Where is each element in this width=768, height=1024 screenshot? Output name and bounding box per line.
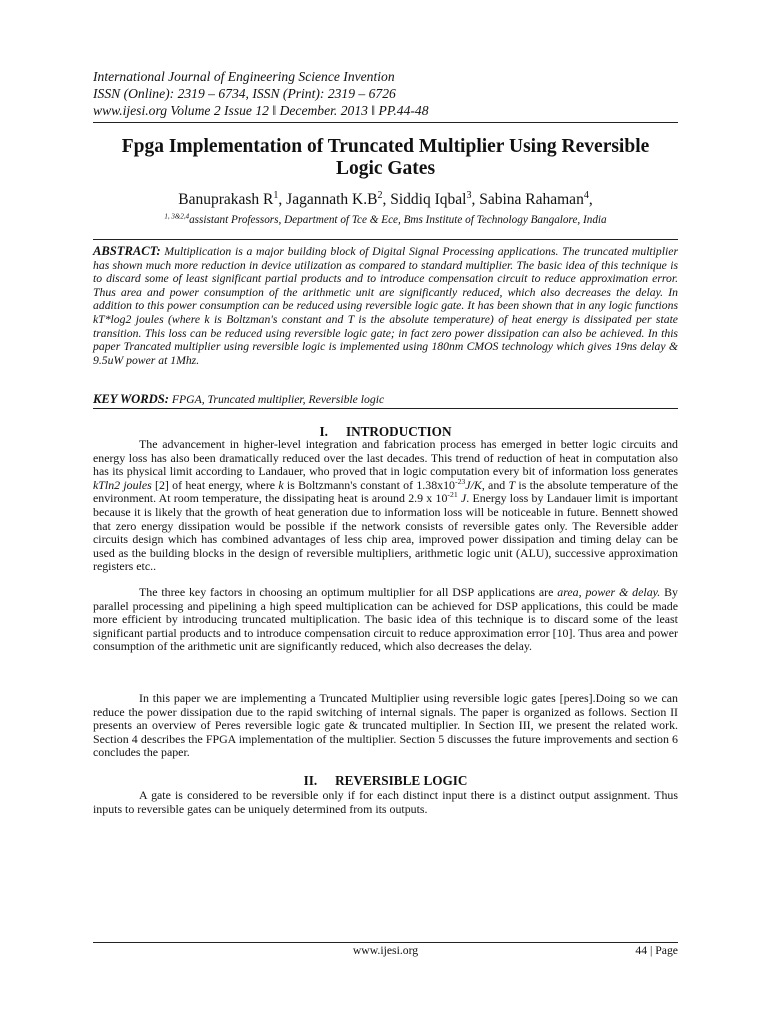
header-rule [93,122,678,123]
paragraph-text: , and [481,477,509,492]
paragraph-text: The advancement in higher-level integration and fabrication process has emerged in better logic circuits and energy loss has also been dramatically reduced over the last decades. This trend of reduction of heat in computation also has its physical limit according to Landauer, who proved that in logic computation every bit of information loss generates [93,437,678,479]
page-number: 44 | Page [635,944,678,957]
journal-issn: ISSN (Online): 2319 – 6734, ISSN (Print): 2319 – 6726 [93,86,396,101]
paragraph-text: [2] of heat energy, where [151,477,279,492]
author-name: Banuprakash R [178,191,274,208]
author-sup: 1 [273,189,279,201]
paragraph-text: By parallel processing and pipelining a high speed multiplication can be achieved for DSP applications, this could be made more efficient by introducing truncated multiplication. The basic idea of this technique is to discard some of the least significant partial products and to introduce compensation circuit to reduce approximation error [10]. Thus area and power consumption of the arithmetic unit are significantly reduced, which also decreases the delay. [93,585,678,654]
intro-paragraph-2 [93,586,678,654]
keywords-rule [93,408,678,409]
keywords-text: FPGA, Truncated multiplier, Reversible logic [171,393,385,406]
paragraph-text: . Energy loss by Landauer limit is important because it is likely that the growth of heat generation due to information loss will be noticeable in future. Bennett showed that zero energy dissipation would be possible if the network consists of reversible gates only. The Reversible adder circuits design which has combined advantages of less chip area, improved power dissipation and timing delay can be used as the building blocks in the design of reversible multipliers, arithmetic logic unit (ALU), successive approximation registers etc.. [93,491,678,574]
section-title: REVERSIBLE LOGIC [335,773,468,788]
author-name: Siddiq Iqbal [390,191,467,208]
exponent: -21 [447,490,458,500]
affiliation-sup: 1, 3&2,4 [164,212,190,221]
footer-url: www.ijesi.org [352,944,419,957]
paragraph-text: A gate is considered to be reversible only if for each distinct input there is a distinct output assignment. Thus inputs to reversible gates can be uniquely determined from its outputs. [93,788,678,816]
journal-header [93,68,683,119]
paragraph-text: In this paper we are implementing a Truncated Multiplier using reversible logic gates [peres].Doing so we can reduce the power dissipation due to the rapid switching of internal signals. The paper is organized as follows. Section II presents an overview of Peres reversible logic gate & truncated multiplier. In Section III, we present the related work. Section 4 describes the FPGA implementation of the multiplier. Section 5 discusses the future improvements and section 6 concludes the paper. [93,691,678,760]
title-line-2: Logic Gates [335,158,436,179]
journal-volume: www.ijesi.org Volume 2 Issue 12 ǁ December. 2013 ǁ PP.44-48 [93,103,429,118]
affiliation-text: assistant Professors, Department of Tce & Ece, Bms Institute of Technology Bangalore, India [189,214,607,226]
section-heading-reversible-logic [93,773,678,788]
author-list: Banuprakash $R^1$, Jagannath $K.B^2$, Siddiq Iqbal$^3$, Sabina Rahaman$^4$, [178,189,593,208]
paragraph-text: is Boltzmann's constant of 1.38x10 [283,477,455,492]
section-title: INTRODUCTION [345,424,452,439]
intro-paragraph-1 [93,438,678,574]
abstract [93,245,678,367]
journal-name: International Journal of Engineering Science Invention [93,69,395,84]
abstract-rule [93,239,678,240]
equation-ktln2: kTln2 joules [93,477,152,492]
reversible-paragraph-1 [93,789,678,816]
keywords [93,392,678,407]
paragraph-text: The three key factors in choosing an optimum multiplier for all DSP applications are [139,585,558,599]
symbol-t: T [508,477,516,492]
intro-paragraph-3 [93,692,678,760]
abstract-label: ABSTRACT: [93,244,161,258]
author-sup: 4 [583,189,589,201]
section-number: I. [319,424,328,439]
key-factors: area, power & delay. [557,585,661,599]
title-line-1: Fpga Implementation of Truncated Multiplier Using Reversible [121,136,650,157]
exponent: -23 [455,476,466,486]
keywords-label: KEY WORDS: [93,392,169,406]
affiliation [93,213,678,227]
author-sup: 3 [466,189,472,201]
author-name: Sabina Rahaman [479,191,584,208]
footer-rule [93,942,678,943]
abstract-text: Multiplication is a major building block of Digital Signal Processing applications. The truncated multiplier has shown much more reduction in device utilization as compared to standard multiplier. The basic idea of this technique is to discard some of least significant partial products and to introduce compensation circuit to reduce approximation error. Thus area and power consumption of the arithmetic unit are significantly reduced, which also decreases the delay. In addition to this power consumption can be reduced using reversible logic gate. It has been shown that in any logic functions kT*log2 joules (where k is Boltzman's constant and T is the absolute temperature) of heat energy is dissipated per state transition. This loss can be reduced using reversible logic gate; in fact zero power dissipation can also be achieved. In this paper Trancated multiplier using reversible logic is implemented using 180nm CMOS technology which gives 19ns delay & 9.5uW power at 1Mhz. [93,245,679,367]
paragraph-text: is the absolute temperature of the environment. At room temperature, the dissipating heat is around 2.9 x 10 [93,477,679,506]
symbol-k: k [278,477,284,492]
author-sup: 2 [377,189,383,201]
author-name: Jagannath K.B [286,191,378,208]
unit-j: J [457,491,467,506]
unit-jk: J/K [465,477,482,492]
paper-title [93,136,678,180]
section-number: II. [303,773,318,788]
